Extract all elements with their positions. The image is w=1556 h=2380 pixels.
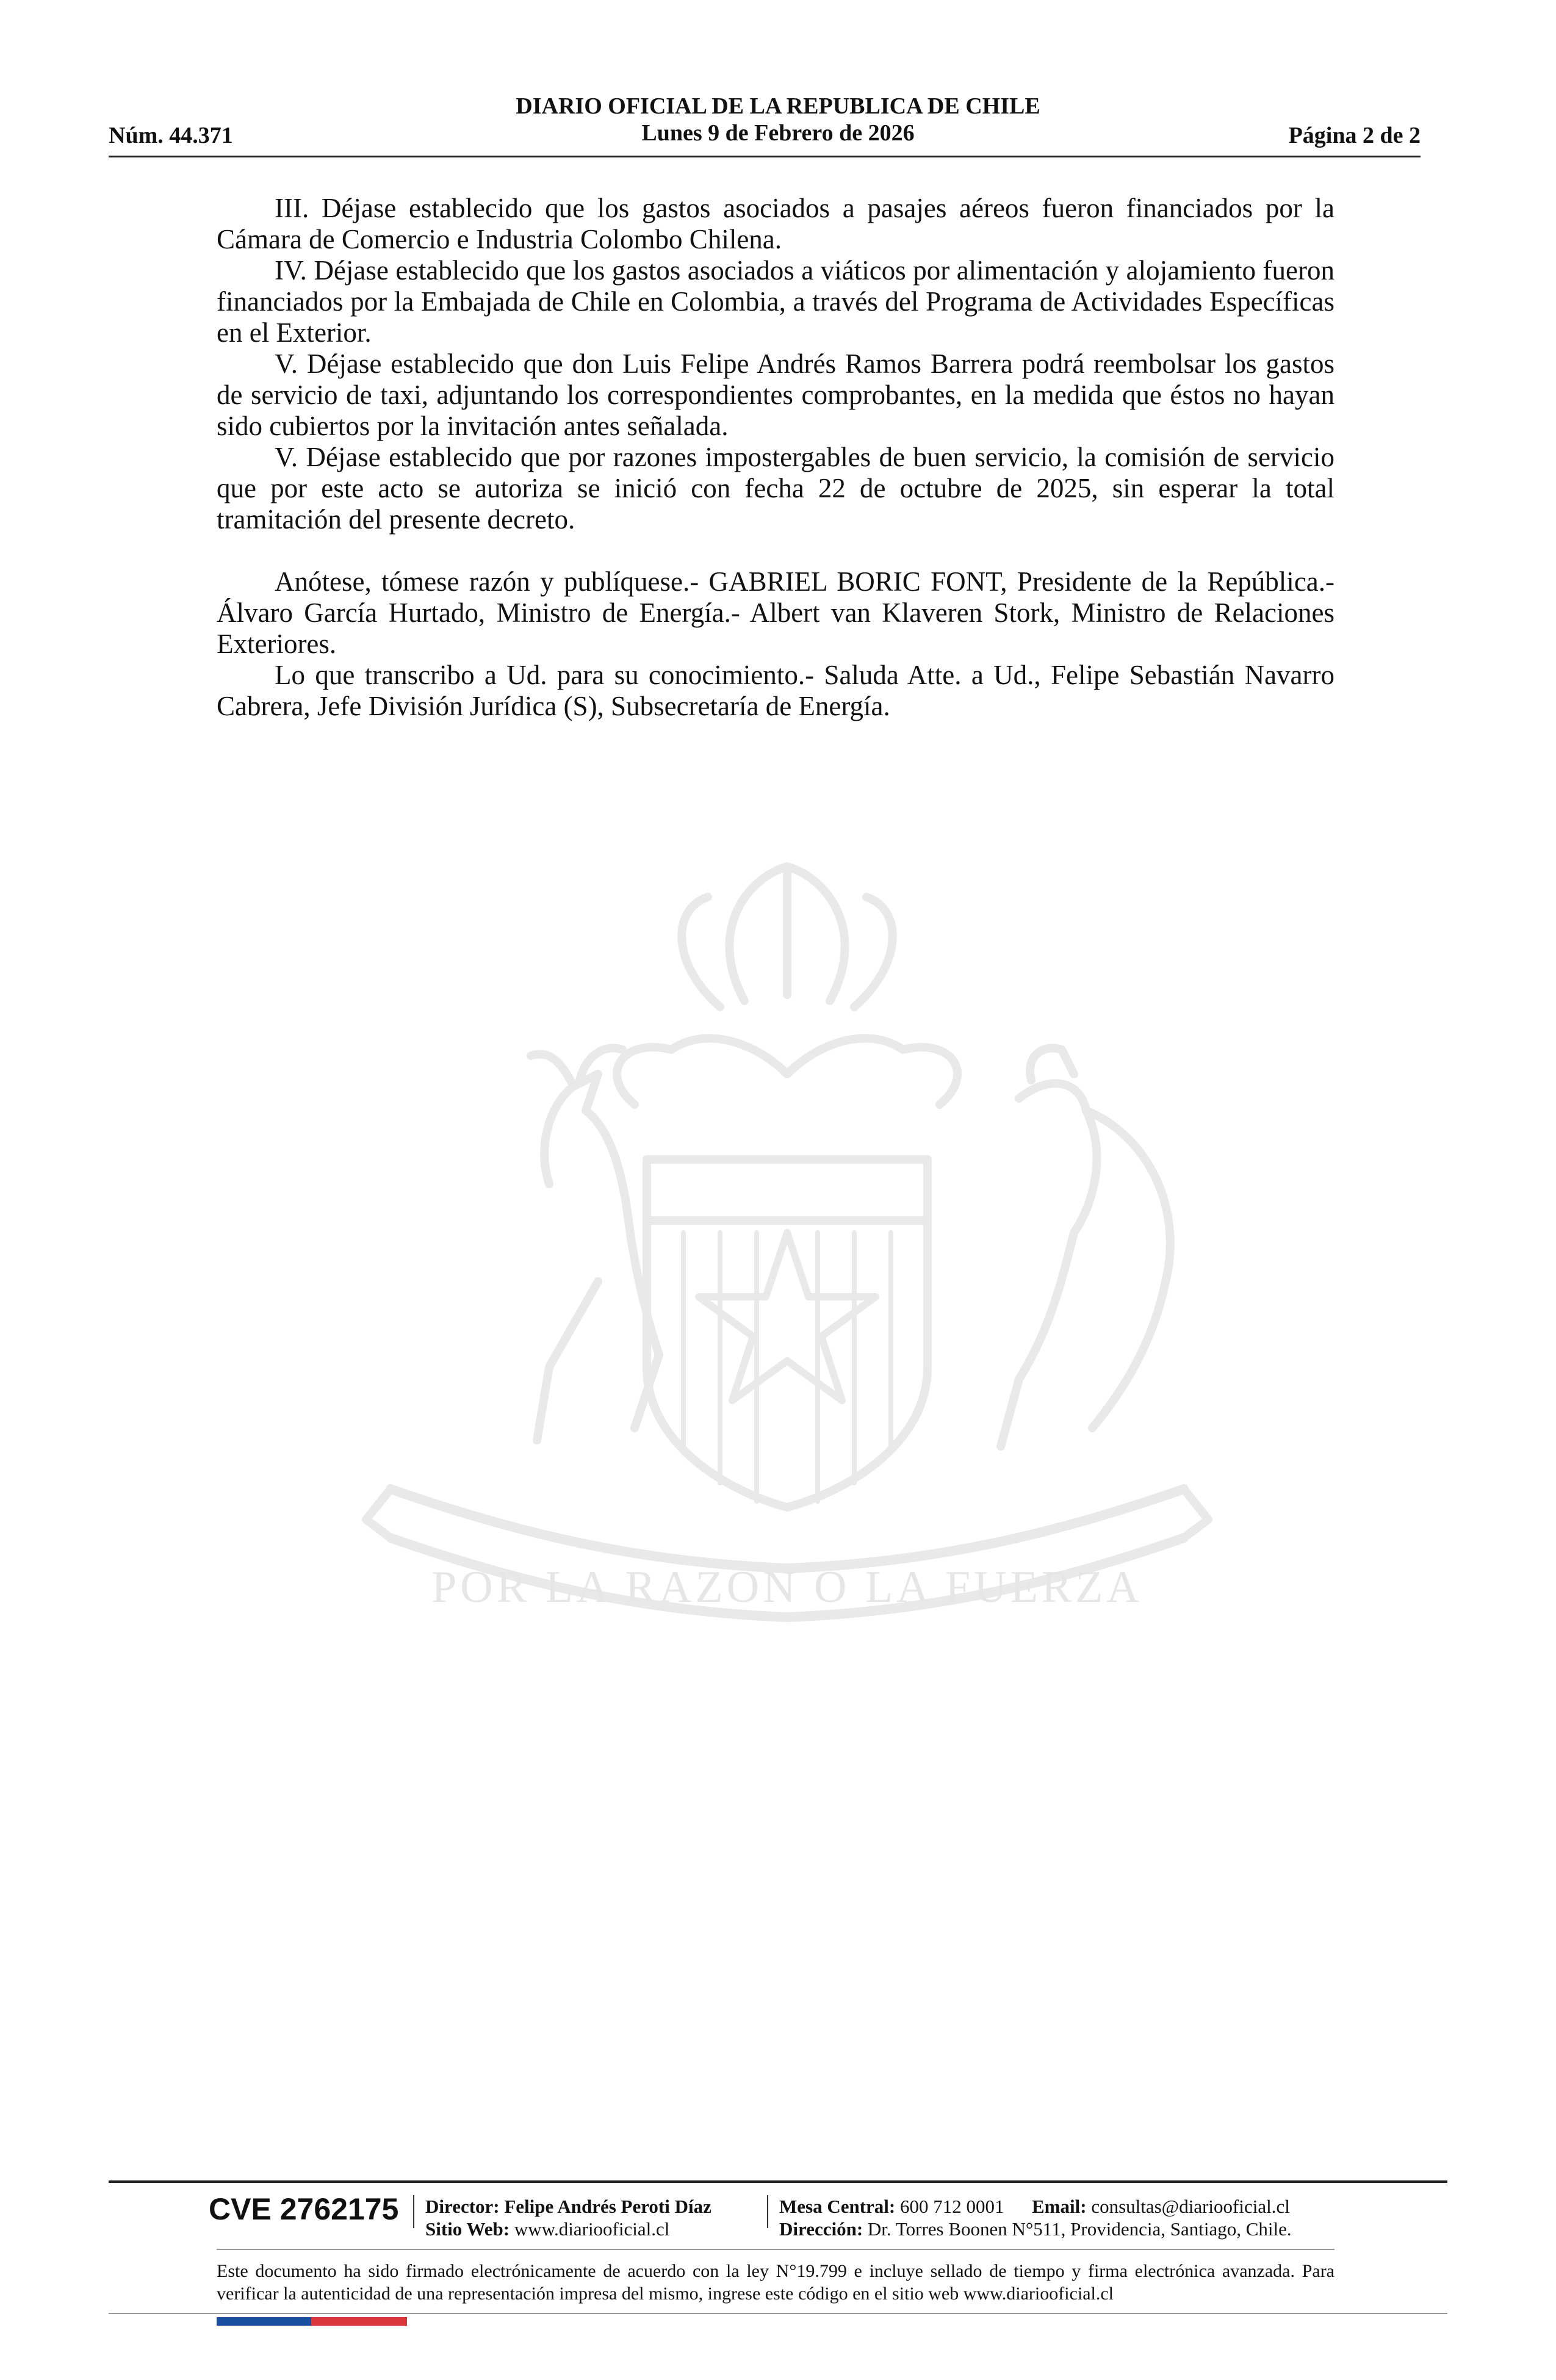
paragraph-article-iii: III. Déjase establecido que los gastos asociados a pasajes aéreos fueron financiados por la Cámara de Comercio e Industria Colombo Chilena. [217, 193, 1334, 254]
web-link[interactable]: www.diariooficial.cl [514, 2218, 670, 2240]
issue-date: Lunes 9 de Febrero de 2026 [641, 120, 915, 146]
footer-director-block [425, 2195, 711, 2240]
address-label: Dirección: [779, 2218, 863, 2240]
footer-divider-top [109, 2180, 1447, 2183]
header-divider [109, 156, 1421, 157]
paragraph-article-iv: IV. Déjase establecido que los gastos asociados a viáticos por alimentación y alojamiento fueron financiados por la Embajada de Chile en Colombia, a través del Programa de Actividades Específicas en el Exterior. [217, 255, 1334, 348]
flag-stripe-red [311, 2317, 407, 2326]
footer-separator [413, 2195, 414, 2228]
paragraph-transcription: Lo que transcribo a Ud. para su conocimiento.- Saluda Atte. a Ud., Felipe Sebastián Navarro Cabrera, Jefe División Jurídica (S), Subsecretaría de Energía. [217, 660, 1334, 721]
address-value: Dr. Torres Boonen N°511, Providencia, Santiago, Chile. [867, 2218, 1292, 2240]
footer-divider-middle [217, 2249, 1334, 2250]
paragraph-article-v-taxi: V. Déjase establecido que don Luis Felipe Andrés Ramos Barrera podrá reembolsar los gastos de servicio de taxi, adjuntando los correspondientes comprobantes, en la medida que éstos no hayan sido cubiertos por la invitación antes señalada. [217, 348, 1334, 441]
paragraph-article-v-service: V. Déjase establecido que por razones impostergables de buen servicio, la comisión de servicio que por este acto se autoriza se inició con fecha 22 de octubre de 2025, sin esperar la total tramitación del presente decreto. [217, 442, 1334, 535]
director-label: Director: [425, 2196, 500, 2217]
paragraph-signatures: Anótese, tómese razón y publíquese.- GABRIEL BORIC FONT, Presidente de la República.- Álvaro García Hurtado, Ministro de Energía.- Albert van Klaveren Stork, Ministro de Relaciones Exteriores. [217, 566, 1334, 659]
email-link[interactable]: consultas@diariooficial.cl [1091, 2196, 1290, 2217]
publication-title: DIARIO OFICIAL DE LA REPUBLICA DE CHILE [516, 93, 1040, 119]
cve-code: CVE 2762175 [209, 2192, 399, 2226]
director-value: Felipe Andrés Peroti Díaz [504, 2196, 711, 2217]
mesa-label: Mesa Central: [779, 2196, 896, 2217]
web-label: Sitio Web: [425, 2218, 510, 2240]
footer-contact-block [779, 2195, 1292, 2240]
footer-separator [767, 2195, 768, 2228]
motto-text: POR LA RAZON O LA FUERZA [431, 1562, 1143, 1612]
email-label: Email: [1032, 2196, 1087, 2217]
flag-stripe-blue [217, 2317, 311, 2326]
document-body [217, 193, 1334, 722]
mesa-value: 600 712 0001 [900, 2196, 1004, 2217]
footer-divider-bottom [109, 2313, 1447, 2314]
chile-coat-of-arms-icon [207, 842, 1367, 1672]
legal-note: Este documento ha sido firmado electrónicamente de acuerdo con la ley N°19.799 e incluye sellado de tiempo y firma electrónica avanzada. Para verificar la autenticidad de una representación impresa del mismo, ingrese este código en el sitio web www.diariooficial.cl [217, 2261, 1334, 2304]
issue-number: Núm. 44.371 [109, 123, 233, 148]
page-indicator: Página 2 de 2 [1288, 123, 1421, 148]
